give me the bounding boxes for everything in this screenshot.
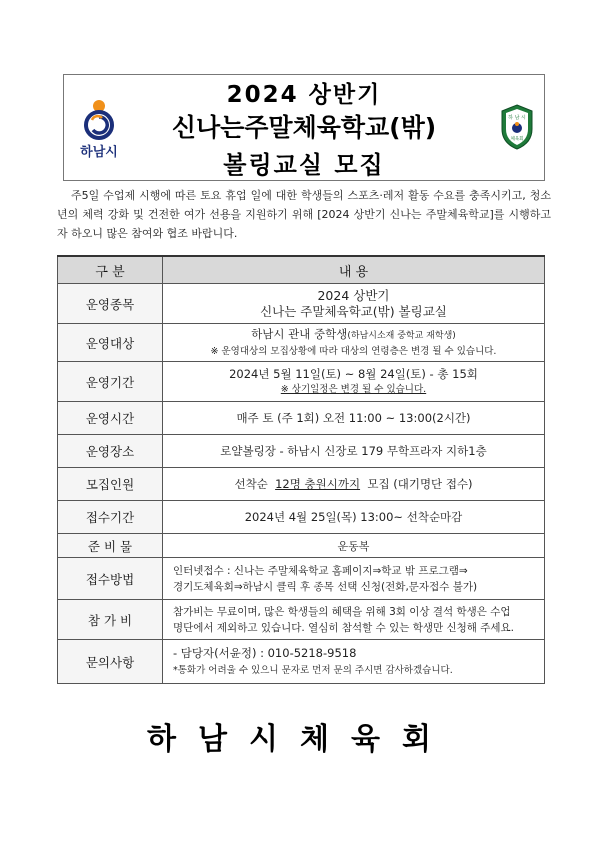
period-note: ※ 상기일정은 변경 될 수 있습니다. <box>280 383 427 395</box>
target-line <box>173 327 534 344</box>
table-row <box>58 435 545 468</box>
row-value: 2024년 4월 25일(목) 13:00~ 선착순마감 <box>163 501 545 534</box>
row-value <box>163 362 545 402</box>
row-label: 모집인원 <box>58 468 163 501</box>
target-detail: (하남시소재 중학교 재학생) <box>347 330 456 341</box>
target-note: ※ 운영대상의 모집상황에 따라 대상의 연령층은 변경 될 수 있습니다. <box>210 345 497 357</box>
hanam-city-logo <box>74 97 124 159</box>
table-row <box>58 362 545 402</box>
row-label: 운영기간 <box>58 362 163 402</box>
row-value: 운동복 <box>163 534 545 558</box>
fee-line-2: 명단에서 제외하고 있습니다. 열심히 참석할 수 있는 학생만 신청해 주세요. <box>173 621 515 634</box>
table-row <box>58 402 545 435</box>
row-value <box>163 640 545 684</box>
hanam-swirl-icon <box>74 97 124 141</box>
row-value <box>163 558 545 600</box>
row-value <box>163 324 545 362</box>
info-table <box>57 255 545 684</box>
row-value <box>163 284 545 324</box>
target-main: 하남시 관내 중학생 <box>251 326 348 341</box>
table-row <box>58 600 545 640</box>
title-line-1: 2024 상반기 <box>226 82 382 108</box>
table-row <box>58 640 545 684</box>
title-line-3: 볼링교실 모집 <box>223 151 385 179</box>
row-label: 운영시간 <box>58 402 163 435</box>
fee-line-1: 참가비는 무료이며, 많은 학생들의 혜택을 위해 3회 이상 결석 학생은 수업 <box>173 605 511 618</box>
emblem-top-text: 하 남 시 <box>508 115 526 121</box>
table-row <box>58 558 545 600</box>
table-row <box>58 534 545 558</box>
row-value <box>163 600 545 640</box>
row-label: 운영대상 <box>58 324 163 362</box>
row-label: 참 가 비 <box>58 600 163 640</box>
table-row <box>58 324 545 362</box>
contact-line-2: *통화가 어려울 수 있으니 문자로 먼저 문의 주시면 감사하겠습니다. <box>173 664 453 676</box>
recruit-post: 모집 (대기명단 접수) <box>367 477 473 491</box>
period-line: 2024년 5월 11일(토) ~ 8월 24일(토) - 총 15회 <box>229 366 478 381</box>
row-label: 문의사항 <box>58 640 163 684</box>
row-label: 준 비 물 <box>58 534 163 558</box>
footer-organization: 하남시체육회 <box>147 722 453 757</box>
shield-emblem-icon <box>500 103 534 151</box>
row-label: 운영종목 <box>58 284 163 324</box>
intro-paragraph: 주5일 수업제 시행에 따른 토요 휴업 일에 대한 학생들의 스포츠·레저 활동 수요를 충족시키고, 청소년의 체력 강화 및 건전한 여가 선용을 지원하기 위해 [2024 상반기 신나는 주말체육학교]를 시행하고자 하오니 많은 참여와 협조 바랍니다. <box>57 189 551 240</box>
header-category: 구 분 <box>58 256 163 284</box>
row-label: 접수방법 <box>58 558 163 600</box>
title-line-2: 신나는주말체육학교(밖) <box>171 113 437 142</box>
header-box <box>63 74 545 181</box>
row-label: 접수기간 <box>58 501 163 534</box>
sports-council-emblem <box>500 103 534 151</box>
method-line-1: 인터넷접수 : 신나는 주말체육학교 홈페이지⇒학교 밖 프로그램⇒ <box>173 564 468 577</box>
row-label: 운영장소 <box>58 435 163 468</box>
table-row <box>58 468 545 501</box>
contact-line-1: - 담당자(서윤정) : 010-5218-9518 <box>173 645 357 660</box>
table-header-row <box>58 256 545 284</box>
table-row <box>58 284 545 324</box>
recruit-pre: 선착순 <box>234 477 268 491</box>
type-line-1: 2024 상반기 <box>317 287 390 303</box>
table-row <box>58 501 545 534</box>
row-value <box>163 468 545 501</box>
method-line-2: 경기도체육회⇒하남시 클릭 후 종목 선택 신청(전화,문자접수 불가) <box>173 580 478 593</box>
emblem-bottom-text: 체육회 <box>510 137 524 142</box>
header-content: 내 용 <box>163 256 545 284</box>
row-value: 로얄볼링장 - 하남시 신장로 179 무학프라자 지하1층 <box>163 435 545 468</box>
type-line-2: 신나는 주말체육학교(밖) 볼링교실 <box>260 303 447 319</box>
hanam-logo-text: 하남시 <box>80 145 118 160</box>
row-value: 매주 토 (주 1회) 오전 11:00 ~ 13:00(2시간) <box>163 402 545 435</box>
recruit-count: 12명 충원시까지 <box>275 477 361 491</box>
